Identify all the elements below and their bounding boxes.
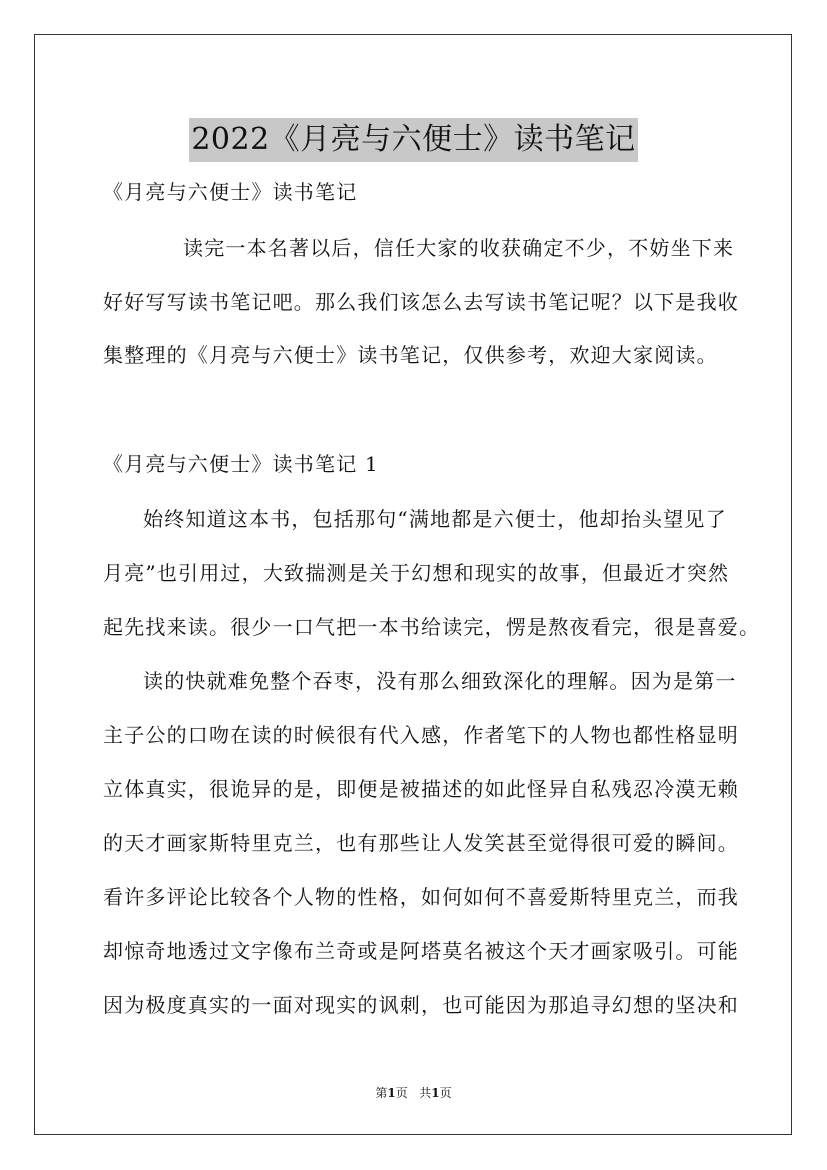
footer-total-number: 1 — [431, 1086, 440, 1100]
paragraph-line: 立体真实，很诡异的是，即便是被描述的如此怪异自私残忍冷漠无赖 — [103, 777, 739, 801]
footer-total-suffix: 页 — [439, 1086, 452, 1100]
paragraph-line: 始终知道这本书，包括那句“满地都是六便士，他却抬头望见了 — [143, 507, 727, 531]
title-container — [0, 98, 827, 182]
paragraph-line: 月亮”也引用过，大致揣测是关于幻想和现实的故事，但最近才突然 — [103, 561, 730, 585]
footer-page-suffix: 页 — [395, 1086, 408, 1100]
subtitle-line: 《月亮与六便士》读书笔记 — [103, 180, 358, 204]
paragraph-line: 因为极度真实的一面对现实的讽刺，也可能因为那追寻幻想的坚决和 — [103, 993, 739, 1017]
paragraph-line: 读完一本名著以后，信任大家的收获确定不少，不妨坐下来 — [183, 236, 735, 260]
paragraph-line: 的天才画家斯特里克兰，也有那些让人发笑甚至觉得很可爱的瞬间。 — [103, 831, 739, 855]
paragraph-line: 好好写写读书笔记吧。那么我们该怎么去写读书笔记呢？以下是我收 — [103, 290, 739, 314]
paragraph-line: 看许多评论比较各个人物的性格，如何如何不喜爱斯特里克兰，而我 — [103, 885, 739, 909]
section-heading: 《月亮与六便士》读书笔记 1 — [103, 452, 379, 476]
paragraph-line: 主子公的口吻在读的时候很有代入感，作者笔下的人物也都性格显明 — [103, 723, 739, 747]
paragraph-line: 集整理的《月亮与六便士》读书笔记，仅供参考，欢迎大家阅读。 — [103, 343, 718, 367]
footer-page-number: 1 — [387, 1086, 396, 1100]
document-title: 2022《月亮与六便士》读书笔记 — [189, 118, 637, 162]
page-footer — [0, 1084, 827, 1101]
paragraph-line: 读的快就难免整个吞枣，没有那么细致深化的理解。因为是第一 — [143, 669, 737, 693]
paragraph-line: 却惊奇地透过文字像布兰奇或是阿塔莫名被这个天才画家吸引。可能 — [103, 939, 739, 963]
footer-total-prefix: 共 — [419, 1086, 432, 1100]
footer-page-prefix: 第 — [375, 1086, 388, 1100]
paragraph-line: 起先找来读。很少一口气把一本书给读完，愣是熬夜看完，很是喜爱。 — [103, 615, 761, 639]
